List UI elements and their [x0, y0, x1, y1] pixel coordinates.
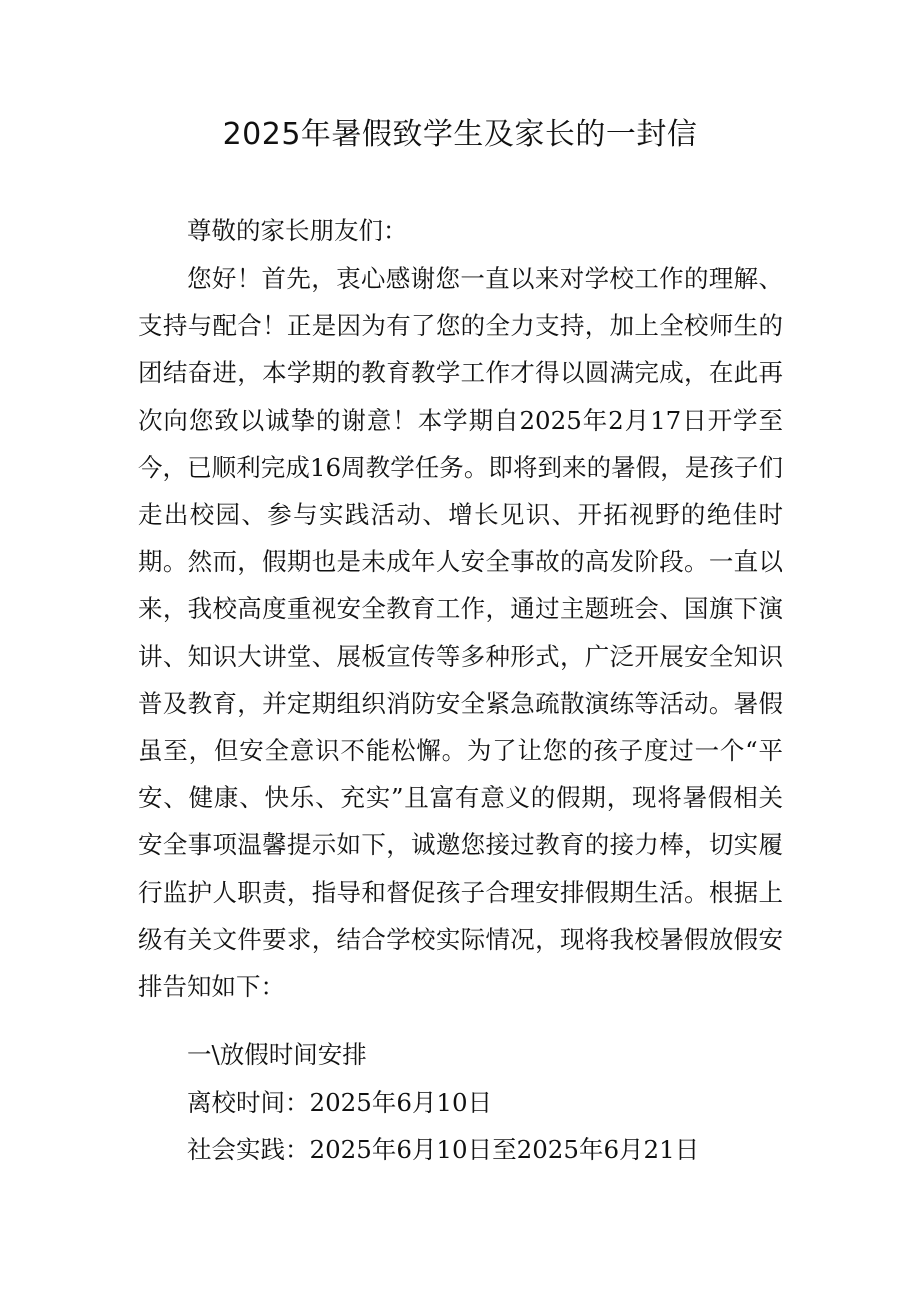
leave-date-line: 离校时间：2025年6月10日	[187, 1088, 493, 1117]
practice-date-line: 社会实践：2025年6月10日至2025年6月21日	[187, 1135, 700, 1164]
main-paragraph: 您好！首先，衷心感谢您一直以来对学校工作的理解、支持与配合！正是因为有了您的全力支持，加上全校师生的团结奋进，本学期的教育教学工作才得以圆满完成，在此再次向您致以诚挚的谢意！本学期自2025年2月17日开学至今，已顺利完成16周教学任务。即将到来的暑假，是孩子们走出校园、参与实践活动、增长见识、开拓视野的绝佳时期。然而，假期也是未成年人安全事故的高发阶段。一直以来，我校高度重视安全教育工作，通过主题班会、国旗下演讲、知识大讲堂、展板宣传等多种形式，广泛开展安全知识普及教育，并定期组织消防安全紧急疏散演练等活动。暑假虽至，但安全意识不能松懈。为了让您的孩子度过一个“平安、健康、快乐、充实”且富有意义的假期，现将暑假相关安全事项温馨提示如下，诚邀您接过教育的接力棒，切实履行监护人职责，指导和督促孩子合理安排假期生活。根据上级有关文件要求，结合学校实际情况，现将我校暑假放假安排告知如下：	[138, 264, 783, 1002]
salutation: 尊敬的家长朋友们：	[187, 216, 408, 245]
section-heading: 一\放假时间安排	[187, 1040, 367, 1069]
document-title: 2025年暑假致学生及家长的一封信	[222, 117, 698, 152]
